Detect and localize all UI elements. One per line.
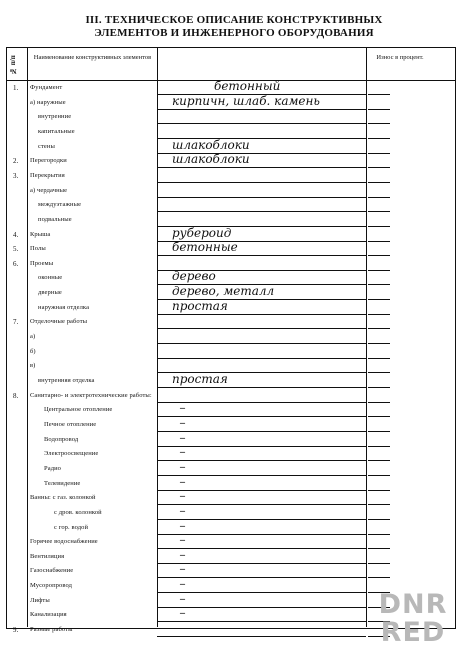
row-number: 8.	[13, 391, 19, 400]
wear-tick	[368, 490, 390, 491]
row-label: Ванны: с газ. колонкой	[30, 494, 96, 502]
row-line	[157, 592, 366, 593]
row-label: а) чердачные	[30, 186, 68, 194]
row-label: дверные	[38, 289, 62, 297]
header-name: Наименование конструктивных элементов	[33, 54, 152, 61]
dash-mark: –	[180, 476, 185, 488]
handwritten-entry: дерево	[172, 269, 216, 284]
row-label: Печное отопление	[44, 420, 97, 428]
row-label: Перегородки	[30, 157, 67, 165]
wear-tick	[368, 299, 390, 300]
row-line	[157, 402, 366, 403]
row-label: внутренние	[38, 113, 72, 121]
row-label: подвальные	[38, 215, 72, 223]
wear-tick	[368, 358, 390, 359]
row-line	[157, 109, 366, 110]
wear-tick	[368, 504, 390, 505]
dash-mark: –	[180, 520, 185, 532]
row-label: междуэтажные	[38, 201, 82, 209]
wear-tick	[368, 534, 390, 535]
row-label: Горячее водоснабжение	[30, 538, 98, 546]
row-line	[157, 607, 366, 608]
wear-tick	[368, 519, 390, 520]
row-line	[157, 314, 366, 315]
row-line	[157, 182, 366, 183]
dash-mark: –	[180, 491, 185, 503]
row-label: б)	[30, 347, 36, 355]
row-line	[157, 475, 366, 476]
row-label: Отделочные работы	[30, 318, 88, 326]
row-line	[157, 636, 366, 637]
row-label: Крыша	[30, 230, 51, 238]
row-line	[157, 577, 366, 578]
wear-tick	[368, 284, 390, 285]
handwritten-entry: шлакоблоки	[172, 152, 250, 167]
wear-tick	[368, 226, 390, 227]
row-line	[157, 431, 366, 432]
handwritten-entry: рубероид	[172, 225, 232, 240]
row-number: 7.	[13, 318, 19, 327]
row-line	[157, 123, 366, 124]
wear-tick	[368, 123, 390, 124]
dash-mark: –	[180, 432, 185, 444]
wear-tick	[368, 167, 390, 168]
row-label: Центральное отопление	[44, 406, 113, 414]
row-line	[157, 211, 366, 212]
handwritten-entry: шлакоблоки	[172, 137, 250, 152]
wear-tick	[368, 563, 390, 564]
row-label: Газоснабжение	[30, 567, 74, 575]
wear-tick	[368, 460, 390, 461]
wear-tick	[368, 328, 390, 329]
row-line	[157, 621, 366, 622]
handwritten-entry: простая	[172, 298, 228, 313]
dash-mark: –	[180, 564, 185, 576]
row-label: Полы	[30, 245, 46, 253]
row-number: 9.	[13, 626, 19, 635]
wear-tick	[368, 475, 390, 476]
row-label: внутренняя отделка	[38, 377, 95, 384]
row-line	[157, 519, 366, 520]
row-line	[157, 167, 366, 168]
wear-tick	[368, 446, 390, 447]
row-line	[157, 446, 366, 447]
row-line	[157, 197, 366, 198]
page-title-line1: III. ТЕХНИЧЕСКОЕ ОПИСАНИЕ КОНСТРУКТИВНЫХ	[85, 14, 383, 26]
row-label: Вентиляция	[30, 552, 65, 560]
row-number: 2.	[13, 157, 19, 166]
row-label: Радио	[44, 464, 62, 472]
dash-mark: –	[180, 535, 185, 547]
row-line	[157, 387, 366, 388]
header-number: № п/п	[9, 55, 17, 75]
row-label: Фундамент	[30, 84, 63, 91]
dash-mark: –	[180, 593, 185, 605]
row-label: Электроосвещение	[44, 450, 99, 458]
row-line	[157, 534, 366, 535]
handwritten-entry: бетонный	[214, 79, 281, 93]
handwritten-entry: простая	[172, 372, 228, 386]
dash-mark: –	[180, 461, 185, 473]
row-line	[157, 563, 366, 564]
row-label: стены	[38, 142, 55, 150]
wear-tick	[368, 94, 390, 95]
column-divider	[157, 47, 158, 627]
row-label: Проемы	[30, 259, 54, 267]
wear-tick	[368, 387, 390, 388]
row-line	[157, 490, 366, 491]
row-label: а) наружные	[30, 98, 66, 106]
row-label: в)	[30, 362, 36, 370]
dash-mark: –	[180, 608, 185, 620]
row-label: с гор. водой	[54, 523, 89, 531]
dash-mark: –	[180, 447, 185, 459]
row-label: Водопровод	[44, 435, 79, 443]
row-label: капитальные	[38, 127, 75, 135]
dash-mark: –	[180, 403, 185, 415]
wear-tick	[368, 270, 390, 271]
wear-tick	[368, 211, 390, 212]
wear-tick	[368, 402, 390, 403]
header-wear: Износ в процент.	[376, 54, 424, 61]
dash-mark: –	[180, 505, 185, 517]
row-label: Перекрытия	[30, 171, 65, 179]
row-line	[157, 255, 366, 256]
dash-mark: –	[180, 549, 185, 561]
dash-mark: –	[180, 579, 185, 591]
wear-tick	[368, 182, 390, 183]
wear-tick	[368, 197, 390, 198]
wear-tick	[368, 314, 390, 315]
row-label: а)	[30, 333, 36, 341]
row-label: Санитарно- и электротехнические работы:	[30, 391, 152, 399]
wear-column	[366, 47, 454, 627]
row-label: наружная отделка	[38, 303, 90, 311]
wear-tick	[368, 372, 390, 373]
row-line	[157, 548, 366, 549]
handwritten-entry: бетонные	[172, 240, 238, 255]
wear-tick	[368, 416, 390, 417]
wear-tick	[368, 153, 390, 154]
wear-tick	[368, 241, 390, 242]
wear-tick	[368, 255, 390, 256]
row-number: 3.	[13, 171, 19, 180]
row-label: с дров. колонкой	[54, 508, 102, 516]
handwritten-entry: дерево, металл	[172, 284, 275, 299]
wear-tick	[368, 548, 390, 549]
wear-tick	[368, 138, 390, 139]
row-label: Телевидение	[44, 479, 81, 487]
row-number: 4.	[13, 230, 19, 239]
row-label: Канализация	[30, 611, 67, 619]
row-line	[157, 416, 366, 417]
row-number: 5.	[13, 245, 19, 254]
row-line	[157, 358, 366, 359]
dash-mark: –	[180, 417, 185, 429]
column-divider	[27, 47, 28, 627]
row-number: 6.	[13, 259, 19, 268]
row-line	[157, 328, 366, 329]
row-line	[157, 504, 366, 505]
page-title-line2: ЭЛЕМЕНТОВ И ИНЖЕНЕРНОГО ОБОРУДОВАНИЯ	[94, 27, 374, 39]
row-label: Мусоропровод	[30, 582, 73, 590]
watermark-line2: RED	[380, 617, 446, 648]
row-line	[157, 343, 366, 344]
row-label: оконные	[38, 274, 63, 282]
wear-tick	[368, 577, 390, 578]
wear-tick	[368, 343, 390, 344]
handwritten-entry: кирпичн, шлаб. камень	[172, 93, 320, 108]
watermark-line1: DNR	[378, 589, 448, 620]
row-line	[157, 460, 366, 461]
row-label: Разные работы	[30, 626, 73, 634]
wear-tick	[368, 109, 390, 110]
row-number: 1.	[13, 84, 19, 92]
wear-tick	[368, 431, 390, 432]
row-label: Лифты	[30, 596, 50, 604]
